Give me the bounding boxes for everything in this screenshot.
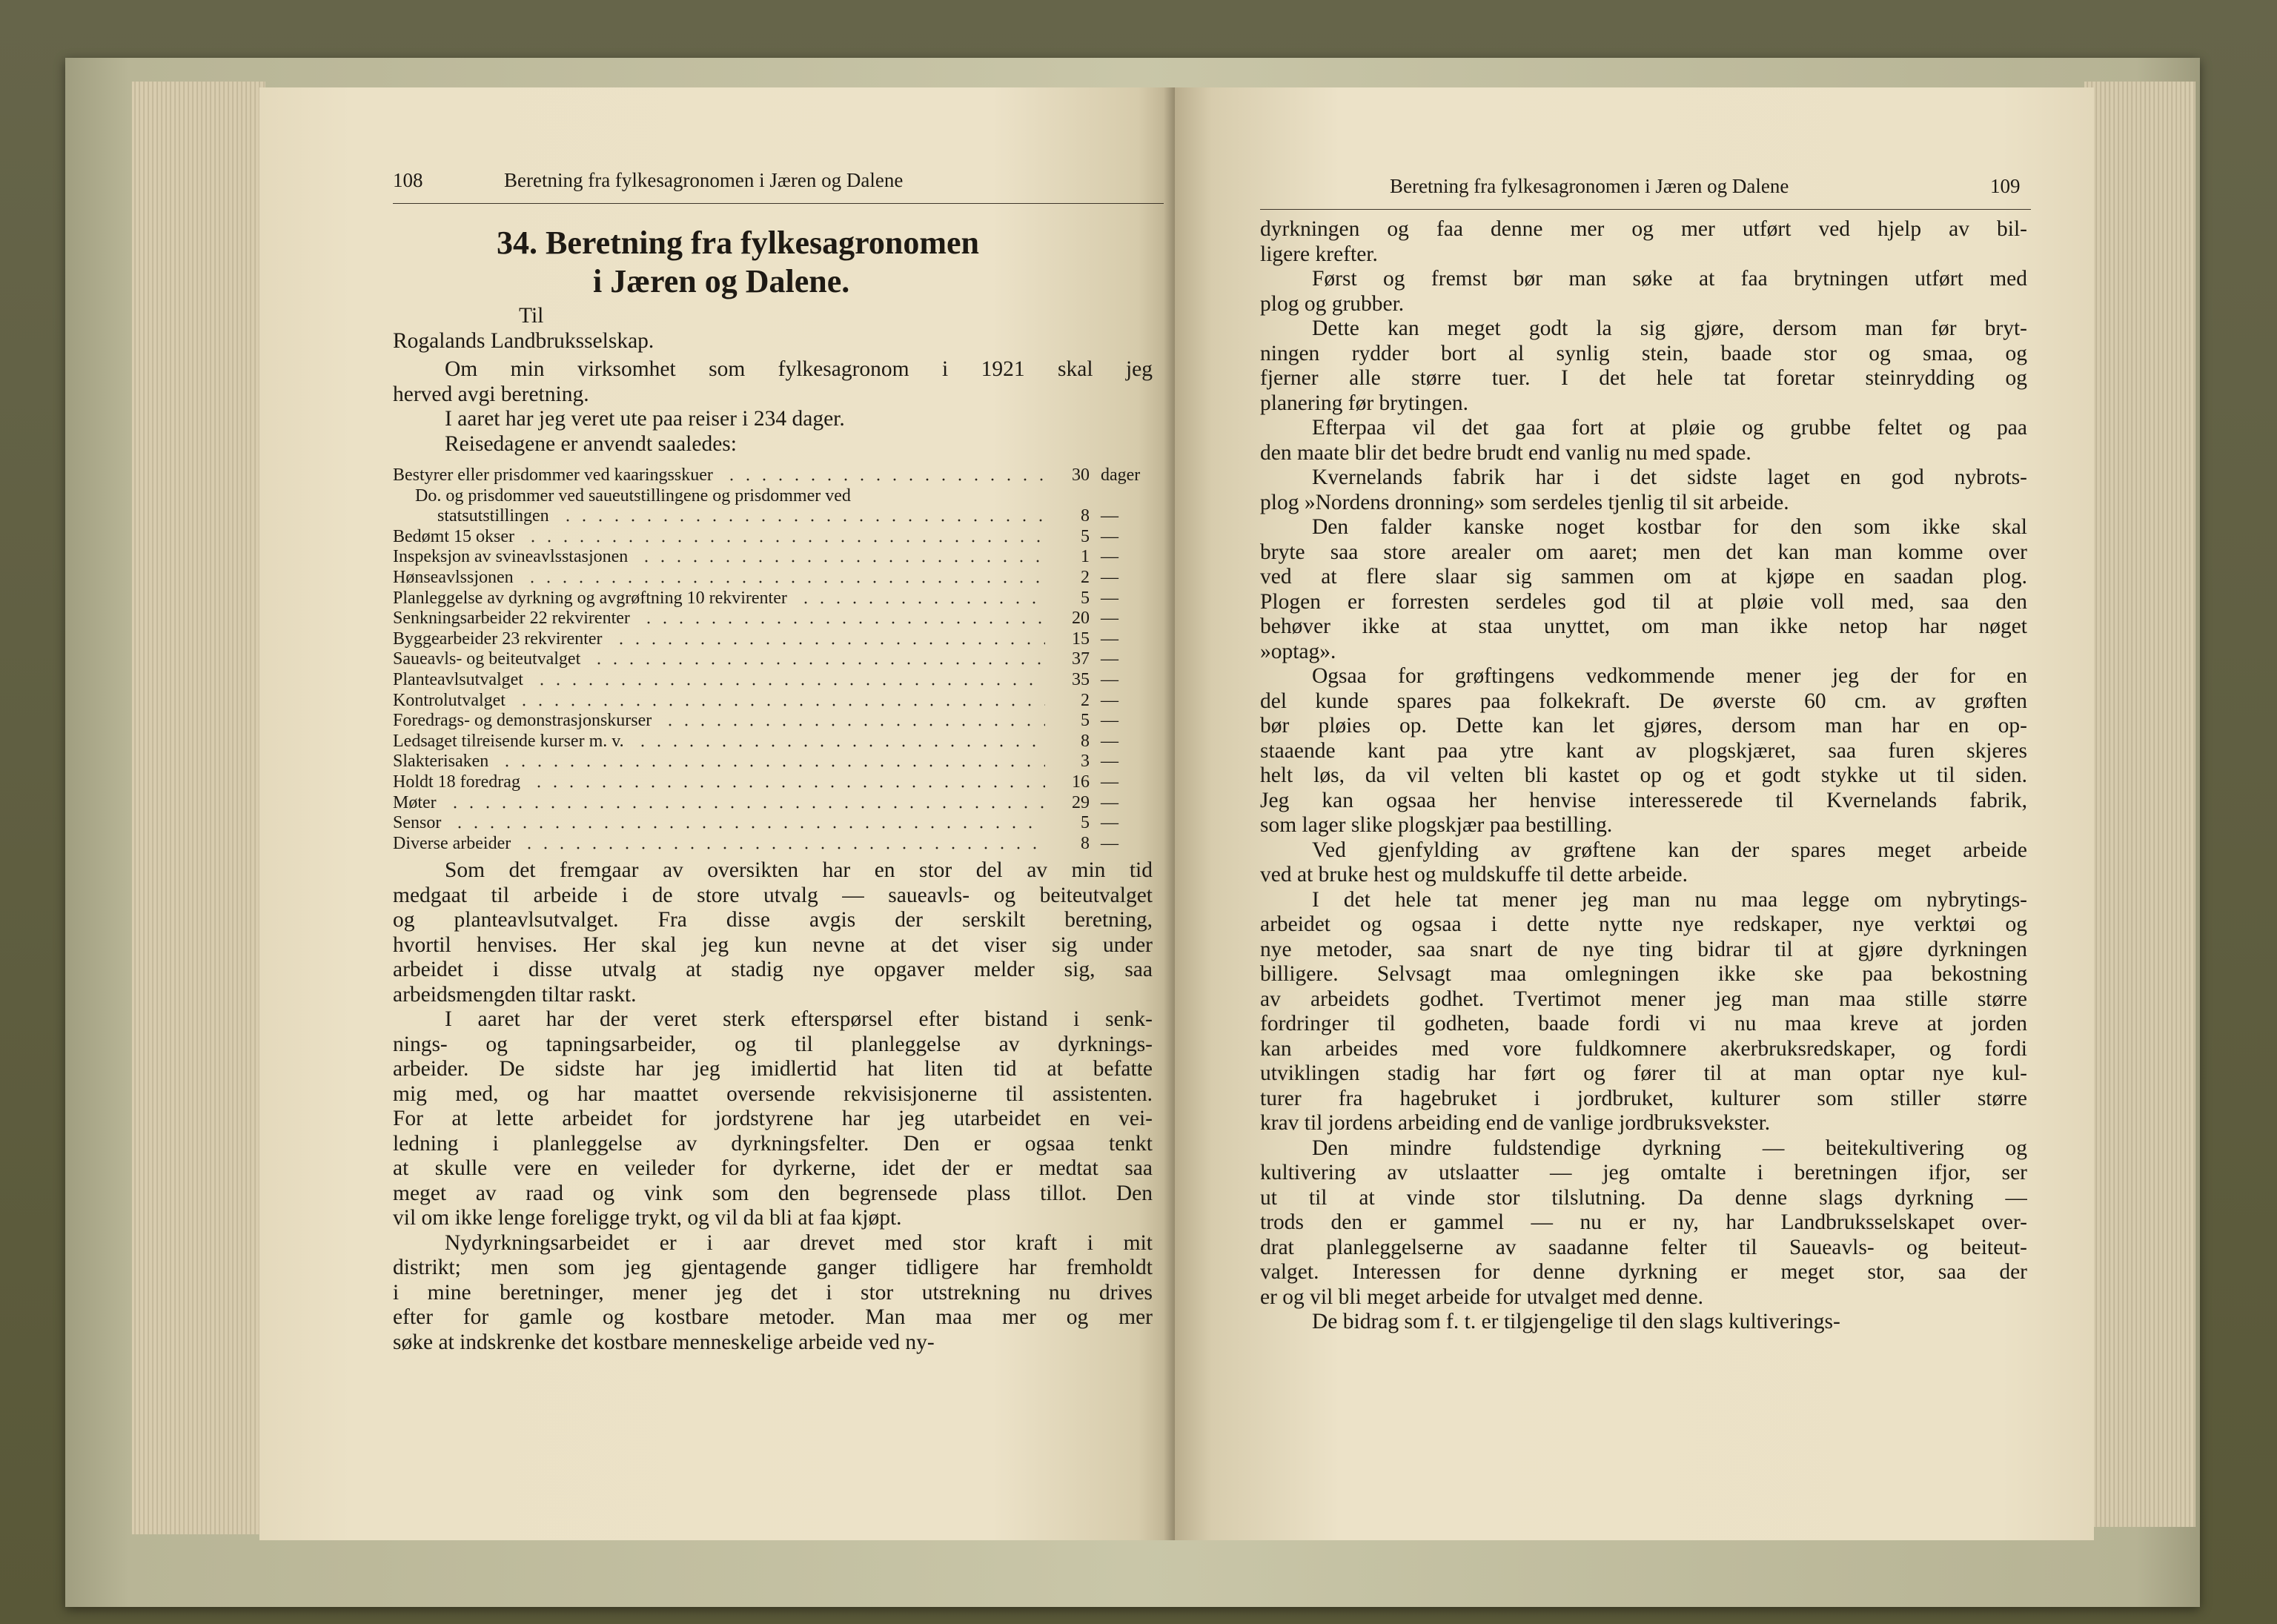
table-row [393, 834, 1164, 855]
text-line: kan arbeides med vore fuldkomnere akerbruksredskaper, og fordi [1260, 1036, 2027, 1061]
text-line: De bidrag som f. t. er tilgjengelige til den slags kultiverings- [1312, 1310, 1840, 1333]
dot-leader [451, 826, 1045, 829]
row-value: 5 [1081, 588, 1090, 608]
left-running-title: Beretning fra fylkesagronomen i Jæren og Dalene [504, 169, 904, 191]
right-running-title: Beretning fra fylkesagronomen i Jæren og Dalene [1390, 175, 1789, 197]
text-line: ningen rydder bort al synlig stein, baade stor og smaa, og [1260, 341, 2027, 365]
intro-paragraph [393, 357, 1153, 457]
dot-leader [613, 642, 1045, 645]
row-unit: — [1101, 690, 1118, 710]
row-label: Byggearbeider 23 rekvirenter [393, 629, 603, 649]
text-line: søke at indskrenke det kostbare menneskelige arbeide ved ny- [393, 1330, 935, 1354]
table-row [393, 649, 1164, 670]
row-unit: — [1101, 792, 1118, 812]
table-row [393, 589, 1164, 609]
row-unit: — [1101, 609, 1118, 629]
table-row [393, 527, 1164, 548]
text-line: nings- og tapningsarbeider, og til planleggelse av dyrknings- [393, 1032, 1153, 1056]
table-row [393, 506, 1164, 527]
text-line: I det hele tat mener jeg man nu maa legge om nybrytings- [1312, 887, 2027, 912]
text-line: arbeidet og ogsaa i dette nytte nye redskaper, nye verktøi og [1260, 912, 2027, 936]
dot-leader [521, 846, 1045, 849]
text-line: av arbeidets godhet. Tvertimot mener jeg man maa stille større [1260, 987, 2027, 1011]
text-line: er og vil bli meget arbeide for utvalget med denne. [1260, 1285, 1703, 1309]
text-line: valget. Interessen for denne dyrkning er meget stor, saa der [1260, 1260, 2027, 1284]
row-label: Slakterisaken [393, 752, 489, 772]
text-line: Som det fremgaar av oversikten har en stor del av min tid [445, 858, 1153, 882]
chapter-title-line-1: 34. Beretning fra fylkesagronomen [497, 225, 979, 261]
row-label: Foredrags- og demonstrasjonskurser [393, 711, 652, 731]
right-page [1175, 87, 2094, 1540]
row-unit: — [1101, 588, 1118, 608]
row-label: Ledsaget tilreisende kurser m. v. [393, 731, 624, 751]
row-unit: — [1101, 649, 1118, 669]
table-row [393, 752, 1164, 772]
text-line: kultivering av utslaatter — jeg omtalte i beretningen ifjor, ser [1260, 1161, 2027, 1184]
row-label: Inspeksjon av svineavlsstasjonen [393, 547, 629, 567]
text-line: del kunde spares paa folkekraft. De øverste 60 cm. av grøften [1260, 689, 2027, 713]
text-line: plog og grubber. [1260, 291, 1405, 316]
table-row [393, 793, 1164, 814]
text-line: planering før brytingen. [1260, 391, 1468, 415]
left-body-text [393, 858, 1153, 1355]
row-unit: — [1101, 629, 1118, 649]
dot-leader [524, 580, 1045, 583]
row-unit: — [1101, 669, 1118, 689]
dot-leader [591, 662, 1045, 665]
row-value: 29 [1072, 792, 1090, 812]
right-running-head [1260, 175, 2031, 210]
row-unit: — [1101, 506, 1118, 526]
text-line: billigere. Selvsagt maa omlegningen ikke ske paa bekostning [1260, 962, 2027, 986]
text-line: Plogen er forresten serdeles god til at pløie voll med, saa den [1260, 589, 2027, 614]
page-edges-right [2084, 82, 2195, 1527]
text-line: mig med, og har maattet oversende rekvisisjonerne til assistenten. [393, 1081, 1153, 1106]
row-value: 8 [1081, 731, 1090, 751]
row-label: Holdt 18 foredrag [393, 772, 520, 792]
row-label: Møter [393, 792, 437, 812]
text-line: turer fra hagebruket i jordbruket, kulturer som stiller større [1260, 1086, 2027, 1110]
row-unit: — [1101, 772, 1118, 792]
row-unit: — [1101, 547, 1118, 567]
table-row [393, 609, 1164, 629]
text-line: efter for gamle og kostbare metoder. Man maa mer og mer [393, 1305, 1153, 1329]
table-row [393, 732, 1164, 752]
row-label: Kontrolutvalget [393, 690, 506, 710]
row-value: 5 [1081, 526, 1090, 546]
text-line: arbeidet i disse utvalg at stadig nye opgaver melder sig, saa [393, 958, 1153, 981]
row-unit: — [1101, 711, 1118, 731]
text-line: ledning i planleggelse av dyrkningsfelter. Den er ogsaa tenkt [393, 1131, 1153, 1156]
row-unit: — [1101, 833, 1118, 853]
right-body-text [1260, 217, 2027, 1335]
dot-leader [516, 703, 1045, 706]
row-value: 30 [1072, 465, 1090, 485]
text-line: behøver ikke at staa unyttet, om man ikke netop har nøget [1260, 614, 2027, 638]
text-line: staaende kant paa ytre kant av plogskjæret, saa furen skjeres [1260, 738, 2027, 763]
text-line: bryte saa store arealer om aaret; men det kan man komme over [1260, 540, 2027, 564]
row-label: Planleggelse av dyrkning og avgrøftning 10 rekvirenter [393, 588, 787, 608]
text-line: i mine beretninger, mener jeg det i stor utstrekning nu drives [393, 1280, 1153, 1305]
row-label: Sensor [393, 813, 442, 833]
table-row [393, 711, 1164, 732]
dot-leader [634, 744, 1045, 747]
dot-leader [531, 785, 1045, 788]
row-value: 3 [1081, 752, 1090, 772]
left-page-number: 108 [393, 169, 423, 191]
table-row [393, 629, 1164, 650]
travel-days-table [393, 465, 1164, 854]
chapter-title-line-2: i Jæren og Dalene. [593, 263, 850, 299]
table-row [393, 547, 1164, 568]
dot-leader [447, 806, 1045, 809]
text-line: ved at flere slaar sig sammen om at kjøpe en saadan plog. [1260, 565, 2027, 589]
text-line: I aaret har der veret sterk efterspørsel efter bistand i senk- [445, 1007, 1153, 1031]
text-line: meget av raad og vink som den begrensede plass tillot. Den [393, 1181, 1153, 1205]
text-line: Ogsaa for grøftingens vedkommende mener jeg der for en [1312, 664, 2027, 688]
row-label: Bedømt 15 okser [393, 526, 514, 546]
text-line: Jeg kan ogsaa her henvise interesserede til Kvernelands fabrik, [1260, 788, 2027, 812]
left-page [259, 87, 1175, 1540]
text-line: Dette kan meget godt la sig gjøre, dersom man før bryt- [1312, 316, 2027, 340]
dot-leader [525, 540, 1045, 543]
address-block [393, 304, 1153, 354]
row-value: 16 [1072, 772, 1090, 792]
row-value: 15 [1072, 629, 1090, 649]
text-line: bør pløies op. Dette kan let gjøres, dersom man har en op- [1260, 714, 2027, 738]
text-line: nye metoder, saa snart de nye ting bidrar til at gjøre dyrkningen [1260, 937, 2027, 961]
row-label: Saueavls- og beiteutvalget [393, 649, 581, 669]
text-line: fjerner alle større tuer. I det hele tat foretar steinrydding og [1260, 366, 2027, 390]
text-line: Den falder kanske noget kostbar for den som ikke skal [1312, 515, 2027, 539]
dot-leader [499, 764, 1045, 767]
dot-leader [638, 560, 1045, 563]
table-row [393, 670, 1164, 691]
text-line: helt løs, da vil velten bli kastet op og et godt stykke ut til siden. [1260, 763, 2027, 787]
row-value: 20 [1072, 609, 1090, 629]
row-label: Diverse arbeider [393, 833, 511, 853]
row-label: Senkningsarbeider 22 rekvirenter [393, 609, 630, 629]
text-line: distrikt; men som jeg gjentagende ganger tidligere har fremholdt [393, 1256, 1153, 1279]
text-line: Den mindre fuldstendige dyrkning — beitekultivering og [1312, 1136, 2027, 1160]
row-label: Planteavlsutvalget [393, 669, 523, 689]
text-line: »optag». [1260, 639, 1336, 663]
text-line: plog »Nordens dronning» som serdeles tjenlig til sit arbeide. [1260, 490, 1789, 514]
text-line: ligere krefter. [1260, 242, 1378, 266]
address-salutation: Til [519, 304, 544, 328]
dot-leader [560, 519, 1045, 522]
row-value: 8 [1081, 833, 1090, 853]
table-row [393, 772, 1164, 793]
dot-leader [662, 723, 1045, 726]
table-row [393, 813, 1164, 834]
text-line: ut til at vinde stor tilslutning. Da denne slags dyrkning — [1260, 1185, 2027, 1210]
text-line: utviklingen stadig har ført og fører til at man optar nye kul- [1260, 1061, 2027, 1085]
row-value: 35 [1072, 669, 1090, 689]
text-line: som lager slike plogskjær paa bestilling. [1260, 813, 1613, 837]
row-value: 8 [1081, 506, 1090, 526]
row-unit: — [1101, 526, 1118, 546]
row-label: Hønseavlssjonen [393, 567, 514, 587]
text-line: Kvernelands fabrik har i det sidste laget en god nybrots- [1312, 465, 2027, 489]
dot-leader [798, 601, 1045, 604]
text-line: Først og fremst bør man søke at faa brytningen utført med [1312, 267, 2027, 291]
text-line: arbeidsmengden tiltar raskt. [393, 982, 637, 1007]
text-line: Nydyrkningsarbeidet er i aar drevet med stor kraft i mit [445, 1230, 1153, 1255]
text-line: Reisedagene er anvendt saaledes: [445, 431, 737, 456]
row-value: 1 [1081, 547, 1090, 567]
dot-leader [534, 683, 1045, 686]
text-line: ved at bruke hest og muldskuffe til dette arbeide. [1260, 863, 1688, 886]
left-running-head [393, 169, 1164, 204]
text-line: krav til jordens arbeiding end de vanlige jordbruksvekster. [1260, 1111, 1771, 1135]
text-line: medgaat til arbeide i de store utvalg — saueavls- og beiteutvalget [393, 883, 1153, 907]
text-line: den maate blir det bedre brudt end vanlig nu med spade. [1260, 440, 1751, 465]
text-line: at skulle vere en veileder for dyrkerne, idet der er medtat saa [393, 1156, 1153, 1180]
text-line: vil om ikke lenge foreligge trykt, og vil da bli at faa kjøpt. [393, 1206, 902, 1230]
text-line: trods den er gammel — nu er ny, har Landbruksselskapet over- [1260, 1210, 2027, 1234]
row-label: statsutstillingen [437, 506, 549, 526]
text-line: og planteavlsutvalget. Fra disse avgis der serskilt beretning, [393, 908, 1153, 932]
row-value: 5 [1081, 813, 1090, 833]
text-line: Efterpaa vil det gaa fort at pløie og grubbe feltet og paa [1312, 416, 2027, 440]
text-line: arbeider. De sidste har jeg imidlertid hat liten tid at befatte [393, 1057, 1153, 1081]
row-unit: — [1101, 731, 1118, 751]
text-line: Ved gjenfylding av grøftene kan der spares meget arbeide [1312, 838, 2027, 862]
row-label: Bestyrer eller prisdommer ved kaaringsskuer [393, 465, 713, 485]
table-row [393, 465, 1164, 486]
text-line: For at lette arbeidet for jordstyrene har jeg utarbeidet en vei- [393, 1107, 1153, 1130]
row-unit: — [1101, 752, 1118, 772]
row-label: Do. og prisdommer ved saueutstillingene og prisdommer ved [415, 485, 851, 506]
text-line: I aaret har jeg veret ute paa reiser i 234 dager. [445, 407, 845, 431]
row-unit: dager [1101, 465, 1141, 485]
text-line: drat planleggelserne av saadanne felter til Saueavls- og beiteut- [1260, 1235, 2027, 1259]
row-value: 5 [1081, 711, 1090, 731]
row-value: 2 [1081, 567, 1090, 587]
row-unit: — [1101, 813, 1118, 833]
table-row [393, 568, 1164, 589]
dot-leader [640, 621, 1045, 624]
row-unit: — [1101, 567, 1118, 587]
right-page-number: 109 [1990, 175, 2021, 197]
row-value: 37 [1072, 649, 1090, 669]
text-line: fordringer til godheten, baade fordi vi nu maa kreve at jorden [1260, 1012, 2027, 1035]
table-row [393, 486, 1164, 507]
text-line: hvortil henvises. Her skal jeg kun nevne at det viser sig under [393, 932, 1153, 957]
text-line: dyrkningen og faa denne mer og mer utført ved hjelp av bil- [1260, 217, 2027, 241]
row-value: 2 [1081, 690, 1090, 710]
dot-leader [723, 478, 1045, 481]
text-line: Om min virksomhet som fylkesagronom i 1921 skal jeg [445, 357, 1153, 381]
address-recipient: Rogalands Landbruksselskap. [393, 328, 654, 353]
table-row [393, 691, 1164, 712]
text-line: herved avgi beretning. [393, 382, 589, 406]
page-edges-left [132, 82, 265, 1534]
